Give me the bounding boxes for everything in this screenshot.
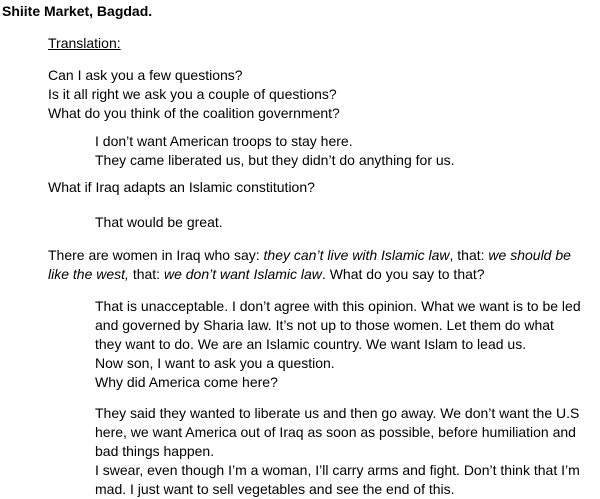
answer-line: they want to do. We are an Islamic country. We want Islam to lead us. [95,336,527,352]
answer-block-3 [95,297,590,392]
question-text: There are women in Iraq who say: [48,247,264,263]
question-line: What if Iraq adapts an Islamic constitution? [48,179,315,195]
answer-line: They came liberated us, but they didn’t do anything for us. [95,152,455,168]
answer-line: Now son, I want to ask you a question. [95,355,335,371]
answer-line: bad things happen. [95,443,215,459]
answer-line: here, we want America out of Iraq as soon as possible, before humiliation and [95,424,576,440]
question-line [48,265,588,284]
question-line: Is it all right we ask you a couple of questions? [48,86,337,102]
answer-block-1 [95,132,590,170]
question-block-2 [48,178,588,197]
answer-line: That would be great. [95,214,223,230]
question-line: Can I ask you a few questions? [48,67,243,83]
answer-line: That is unacceptable. I don’t agree with this opinion. What we want is to be led [95,298,581,314]
answer-line: Why did America come here? [95,374,278,390]
answer-line: They said they wanted to liberate us and then go away. We don’t want the U.S [95,405,580,421]
quoted-statement: they can’t live with Islamic law [263,247,450,263]
answer-line: and governed by Sharia law. It’s not up to those women. Let them do what [95,317,554,333]
answer-line: I don’t want American troops to stay here. [95,133,353,149]
quoted-statement: like the west, [48,266,129,282]
question-block-3 [48,246,588,284]
answer-block-4 [95,404,590,499]
answer-block-2 [95,213,590,232]
answer-line: mad. I just want to sell vegetables and see the end of this. [95,481,455,497]
question-line [48,246,588,265]
question-block-1 [48,66,588,123]
question-text: that: [128,266,164,282]
question-line: What do you think of the coalition government? [48,105,340,121]
quoted-statement: we don’t want Islamic law [163,266,322,282]
translation-label: Translation: [48,35,121,51]
question-text: . What do you say to that? [321,266,485,282]
answer-line: I swear, even though I’m a woman, I’ll carry arms and fight. Don’t think that I’m [95,462,580,478]
question-text: , that: [449,247,489,263]
document-title: Shiite Market, Bagdad. [2,3,153,19]
quoted-statement: we should be [488,247,571,263]
